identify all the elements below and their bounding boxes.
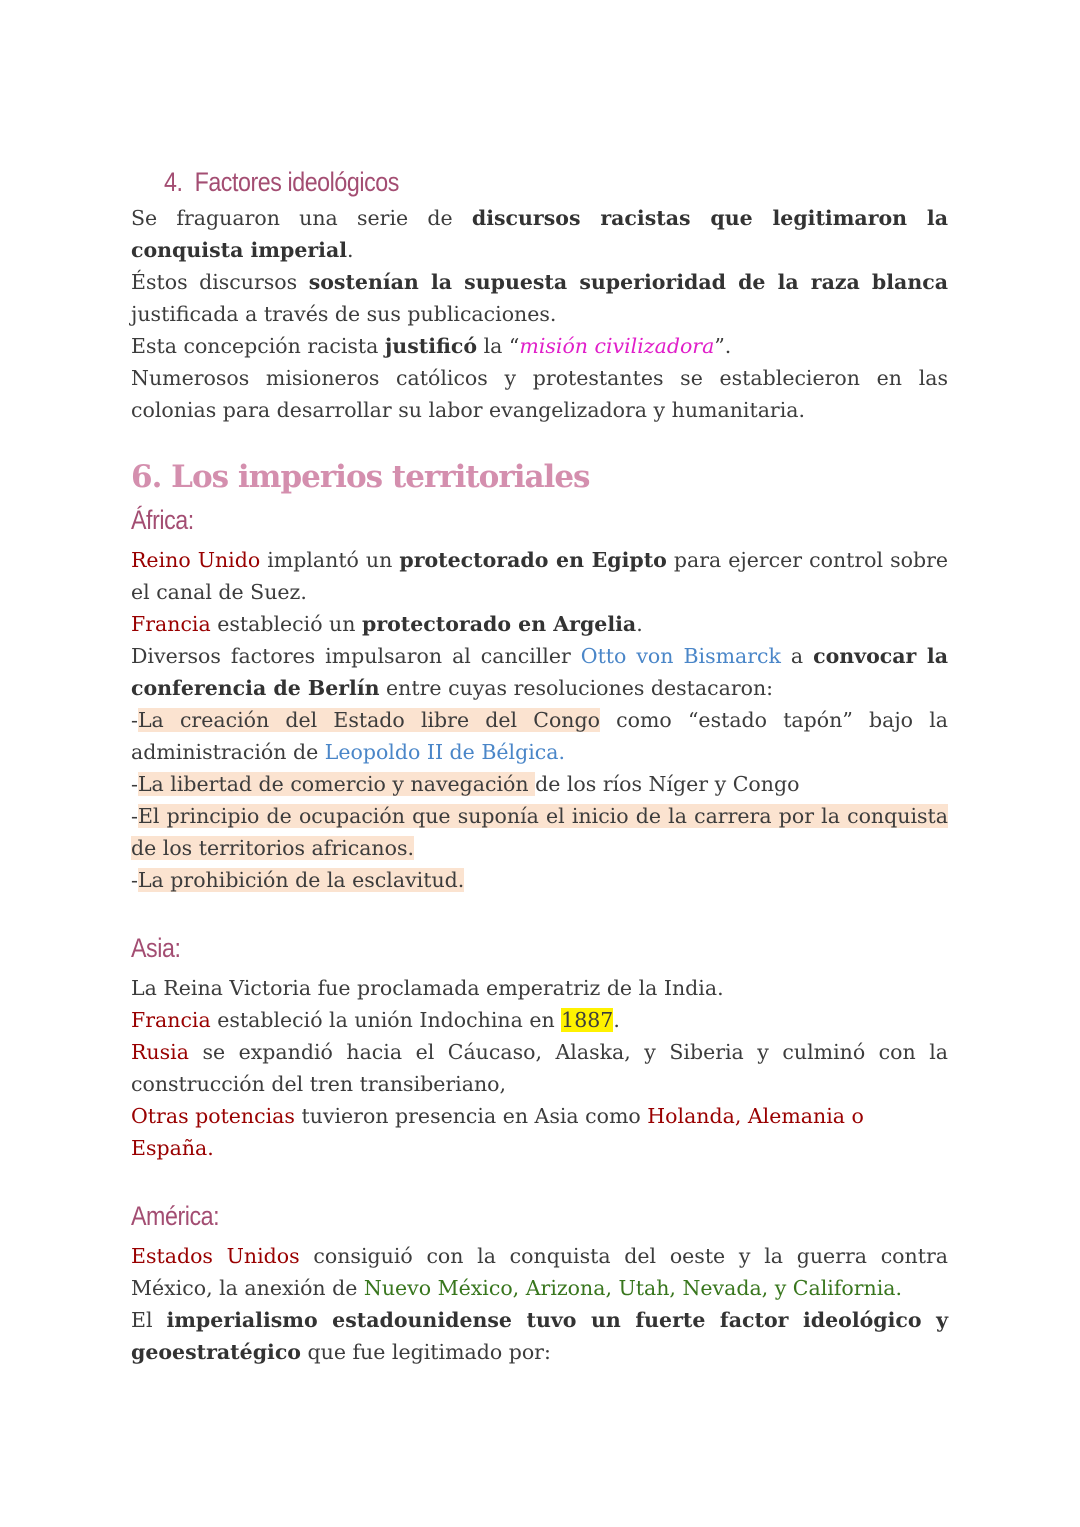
text: justificada a través de sus publicaciones. [131, 302, 557, 326]
document-content [131, 162, 948, 1368]
paragraph: La Reina Victoria fue proclamada emperatriz de la India. [131, 976, 724, 1000]
text: Esta concepción racista [131, 334, 385, 358]
person-name: Leopoldo II de Bélgica. [324, 740, 565, 764]
text: Se fraguaron una serie de [131, 206, 472, 230]
paragraph [131, 1100, 948, 1164]
text: entre cuyas resoluciones destacaron: [379, 676, 774, 700]
text: a [780, 644, 814, 668]
section-title: Factores ideológicos [194, 167, 399, 197]
highlighted-text: La prohibición de la esclavitud. [137, 868, 465, 892]
country-name: Rusia [131, 1040, 189, 1064]
text: para ejercer control sobre el canal de Suez. [131, 548, 949, 604]
text: tuvieron presencia en Asia como [294, 1104, 648, 1128]
paragraph [131, 330, 948, 362]
section-number: 4. [164, 167, 183, 197]
text: estableció la unión Indochina en [210, 1008, 562, 1032]
person-name: Otto von Bismarck [580, 644, 781, 668]
bold-text: protectorado en Egipto [399, 548, 667, 572]
highlighted-text: La creación del Estado libre del Congo [137, 708, 600, 732]
bold-text: justificó [384, 334, 478, 358]
text: se expandió hacia el Cáucaso, Alaska, y Siberia y culminó con la construcción del tren transiberiano, [131, 1040, 948, 1096]
bold-text: sostenían la supuesta superioridad de la raza blanca [308, 270, 949, 294]
dash: - [131, 708, 138, 732]
paragraph [131, 202, 948, 266]
bold-text: convocar la conferencia de Berlín [131, 644, 948, 700]
bold-text: discursos racistas que legitimaron la conquista imperial [131, 206, 948, 262]
list-item [131, 800, 948, 864]
text: estableció un [210, 612, 362, 636]
text: . [636, 612, 643, 636]
paragraph [131, 1304, 948, 1368]
highlighted-text: La libertad de comercio y navegación [137, 772, 536, 796]
list-item [131, 864, 948, 896]
bold-text: protectorado en Argelia [361, 612, 637, 636]
list-item [131, 768, 948, 800]
paragraph [131, 266, 948, 330]
highlighted-text: El principio de ocupación que suponía el inicio de la carrera por la conquista de los territorios africanos. [131, 804, 948, 860]
country-name: Otras potencias [131, 1104, 295, 1128]
paragraph [131, 1240, 948, 1304]
text: ”. [714, 334, 732, 358]
paragraph: Numerosos misioneros católicos y protestantes se establecieron en las colonias para desarrollar su labor evangelizadora y humanitaria. [131, 366, 948, 422]
dash: - [131, 804, 138, 828]
paragraph [131, 640, 948, 704]
text: Éstos discursos [131, 270, 309, 294]
territory-names: Nuevo México, Arizona, Utah, Nevada, y California. [363, 1276, 903, 1300]
highlight-term: misión civilizadora [519, 334, 715, 358]
country-name: Holanda, Alemania o España. [131, 1104, 864, 1160]
dash: - [131, 772, 138, 796]
paragraph [131, 1036, 948, 1100]
highlighted-year: 1887 [561, 1008, 614, 1032]
asia-heading: Asia: [131, 933, 181, 963]
text: Diversos factores impulsaron al canciller [131, 644, 581, 668]
section-4-heading [164, 162, 838, 202]
text: . [613, 1008, 620, 1032]
text: El [131, 1308, 167, 1332]
text: como “estado tapón” bajo la administración de [131, 708, 948, 764]
africa-heading: África: [131, 505, 194, 535]
country-name: Francia [131, 612, 211, 636]
list-item [131, 704, 948, 768]
country-name: Estados Unidos [131, 1244, 300, 1268]
bold-text: imperialismo estadounidense tuvo un fuerte factor ideológico y geoestratégico [131, 1308, 948, 1364]
america-heading: América: [131, 1201, 220, 1231]
dash: - [131, 868, 138, 892]
country-name: Francia [131, 1008, 211, 1032]
paragraph [131, 608, 948, 640]
section-6-title: 6. Los imperios territoriales [131, 459, 590, 495]
text: consiguió con la conquista del oeste y la guerra contra México, la anexión de [131, 1244, 948, 1300]
text: implantó un [260, 548, 400, 572]
paragraph [131, 1004, 948, 1036]
country-name: Reino Unido [131, 548, 261, 572]
text: . [347, 238, 354, 262]
paragraph [131, 544, 948, 608]
text: que fue legitimado por: [300, 1340, 551, 1364]
text: la “ [477, 334, 520, 358]
text: de los ríos Níger y Congo [535, 772, 800, 796]
